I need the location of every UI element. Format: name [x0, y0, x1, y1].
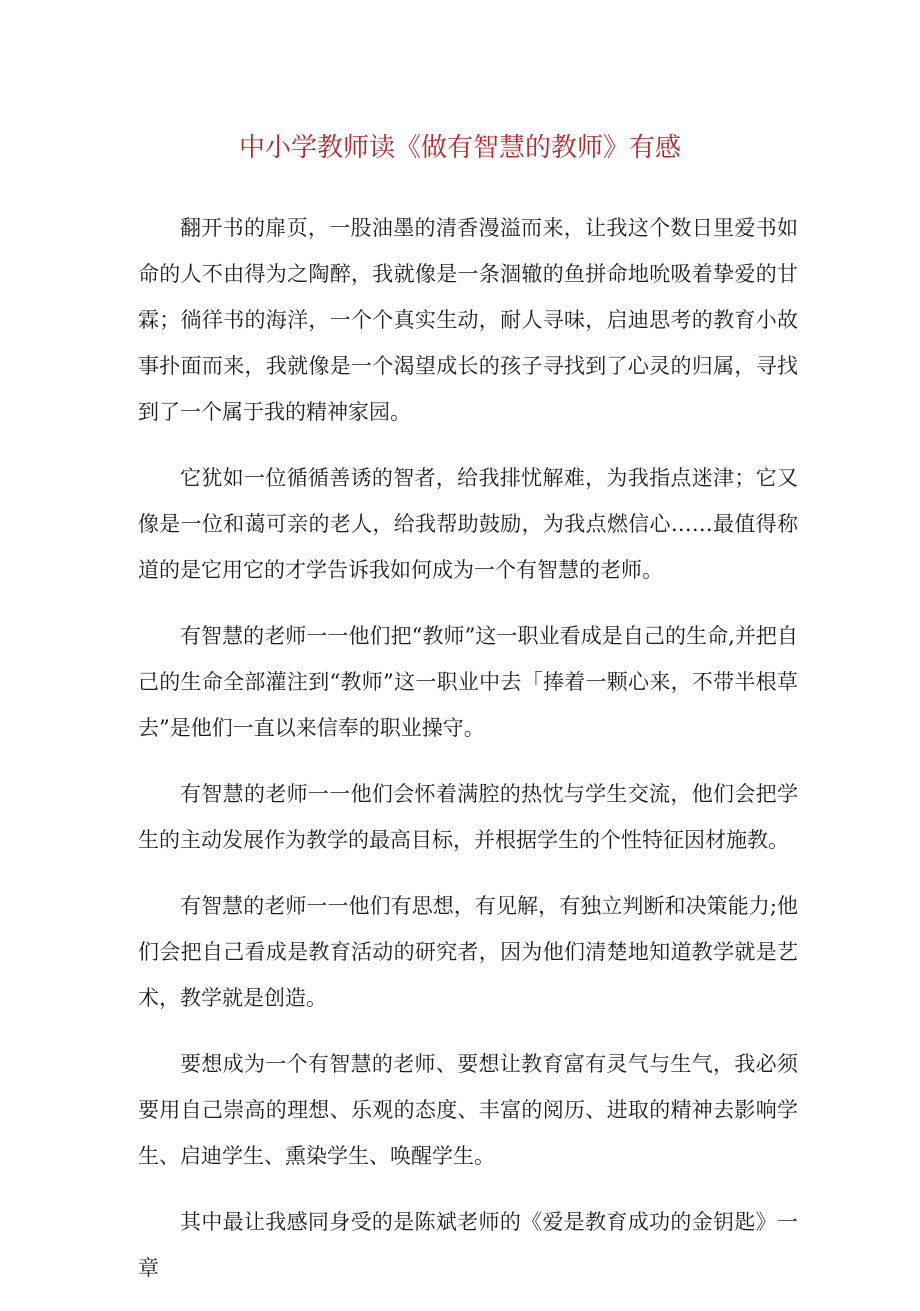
paragraph: 要想成为一个有智慧的老师、要想让教育富有灵气与生气，我必须要用自己崇高的理想、乐观的态度、丰富的阅历、进取的精神去影响学生、启迪学生、熏染学生、唤醒学生。: [138, 1052, 798, 1168]
document-body: [138, 205, 798, 1311]
paragraph: 它犹如一位循循善诱的智者，给我排忧解难，为我指点迷津；它又像是一位和蔼可亲的老人，给我帮助鼓励，为我点燃信心……最值得称道的是它用它的才学告诉我如何成为一个有智慧的老师。: [138, 466, 798, 582]
document-title: 中小学教师读《做有智慧的教师》有感: [238, 133, 681, 163]
paragraph: 其中最让我感同身受的是陈斌老师的《爱是教育成功的金钥匙》一章: [138, 1210, 798, 1280]
paragraph: 有智慧的老师一一他们把“教师”这一职业看成是自己的生命,并把自己的生命全部灌注到“教师”这一职业中去「捧着一颗心来，不带半根草去”是他们一直以来信奉的职业操守。: [138, 624, 798, 740]
paragraph: 有智慧的老师一一他们有思想，有见解，有独立判断和决策能力;他们会把自己看成是教育活动的研究者，因为他们清楚地知道教学就是艺术，教学就是创造。: [138, 894, 798, 1010]
paragraph: 翻开书的扉页，一股油墨的清香漫溢而来，让我这个数日里爱书如命的人不由得为之陶醉，我就像是一条涸辙的鱼拼命地吮吸着挚爱的甘霖；徜徉书的海洋，一个个真实生动，耐人寻味，启迪思考的教育小故事扑面而来，我就像是一个渴望成长的孩子寻找到了心灵的归属，寻找到了一个属于我的精神家园。: [138, 216, 798, 424]
paragraph: 有智慧的老师一一他们会怀着满腔的热忱与学生交流，他们会把学生的主动发展作为教学的最高目标，并根据学生的个性特征因材施教。: [138, 782, 798, 852]
